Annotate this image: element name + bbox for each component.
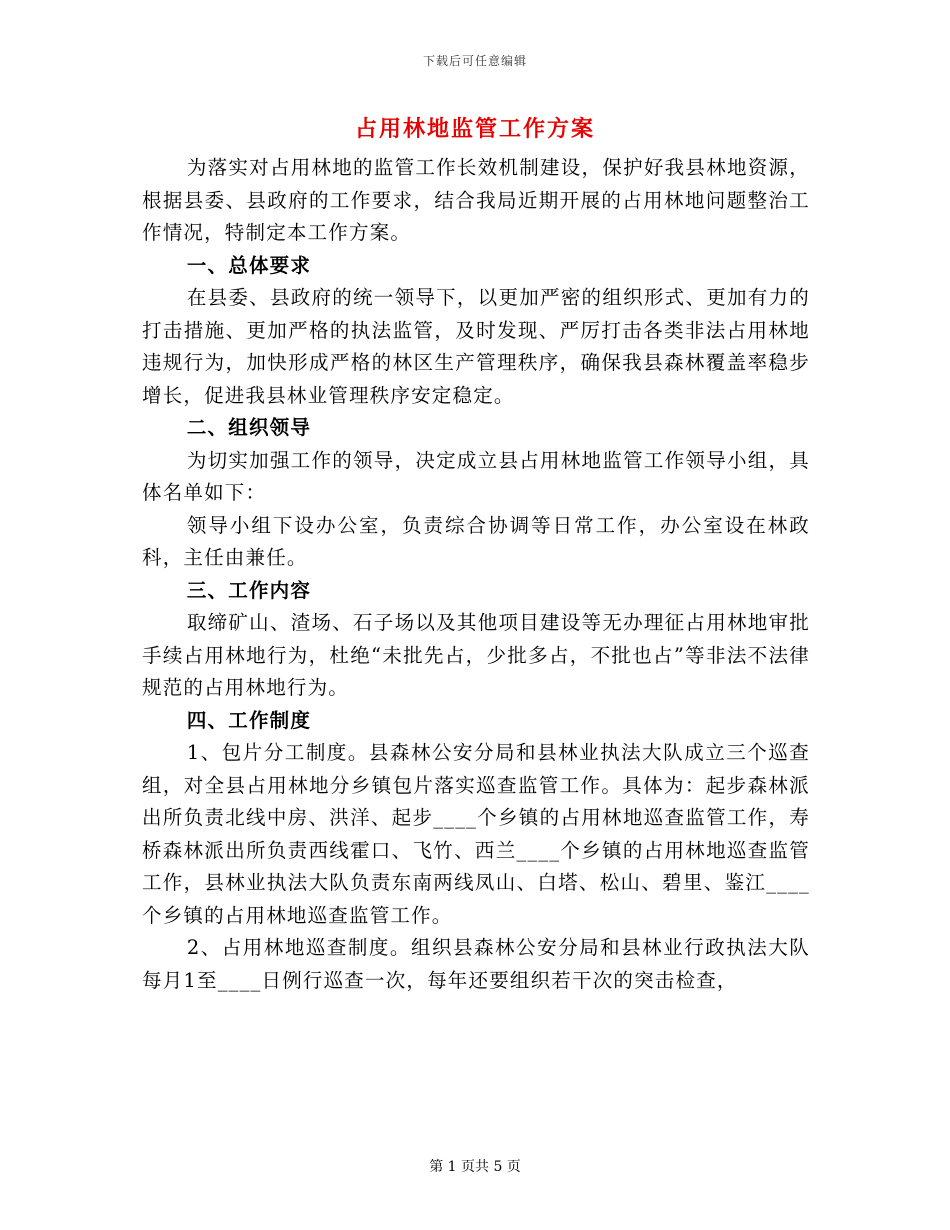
page-header-note: 下载后可任意编辑 — [422, 54, 527, 68]
paragraph-general-requirements: 在县委、县政府的统一领导下，以更加严密的组织形式、更加有力的打击措施、更加严格的执法监管，及时发现、严厉打击各类非法占用林地违规行为，加快形成严格的林区生产管理秩序，确保我县森林覆盖率稳步增长，促进我县林业管理秩序安定稳定。 — [142, 286, 810, 407]
paragraph-office: 领导小组下设办公室，负责综合协调等日常工作，办公室设在林政科，主任由兼任。 — [142, 513, 810, 569]
section-heading-organization: 二、组织领导 — [186, 416, 312, 439]
intro-paragraph: 为落实对占用林地的监管工作长效机制建设，保护好我县林地资源，根据县委、县政府的工作要求，结合我局近期开展的占用林地问题整治工作情况，特制定本工作方案。 — [142, 156, 810, 244]
paragraph-organization: 为切实加强工作的领导，决定成立县占用林地监管工作领导小组，具体名单如下： — [142, 448, 810, 504]
document-title: 占用林地监管工作方案 — [354, 116, 595, 142]
section-heading-general-requirements: 一、总体要求 — [186, 253, 312, 277]
document-body — [142, 152, 810, 997]
paragraph-work-content: 取缔矿山、渣场、石子场以及其他项目建设等无办理征占用林地审批手续占用林地行为，杜绝“未批先占，少批多占，不批也占”等非法不法律规范的占用林地行为。 — [142, 611, 810, 699]
paragraph-patrol-system: 2、占用林地巡查制度。组织县森林公安分局和县林业行政执法大队每月1至____日例行巡查一次，每年还要组织若干次的突击检查， — [142, 936, 810, 992]
section-heading-work-content: 三、工作内容 — [186, 578, 312, 602]
paragraph-division-system: 1、包片分工制度。县森林公安分局和县林业执法大队成立三个巡查组，对全县占用林地分乡镇包片落实巡查监管工作。具体为：起步森林派出所负责北线中房、洪洋、起步____个乡镇的占用林地巡查监管工作，寿桥森林派出所负责西线霍口、飞竹、西兰____个乡镇的占用林地巡查监管工作，县林业执法大队负责东南两线凤山、白塔、松山、碧里、鉴江____个乡镇的占用林地巡查监管工作。 — [142, 741, 810, 927]
page-number: 第 1 页共 5 页 — [429, 1159, 521, 1175]
section-heading-work-system: 四、工作制度 — [186, 708, 312, 732]
